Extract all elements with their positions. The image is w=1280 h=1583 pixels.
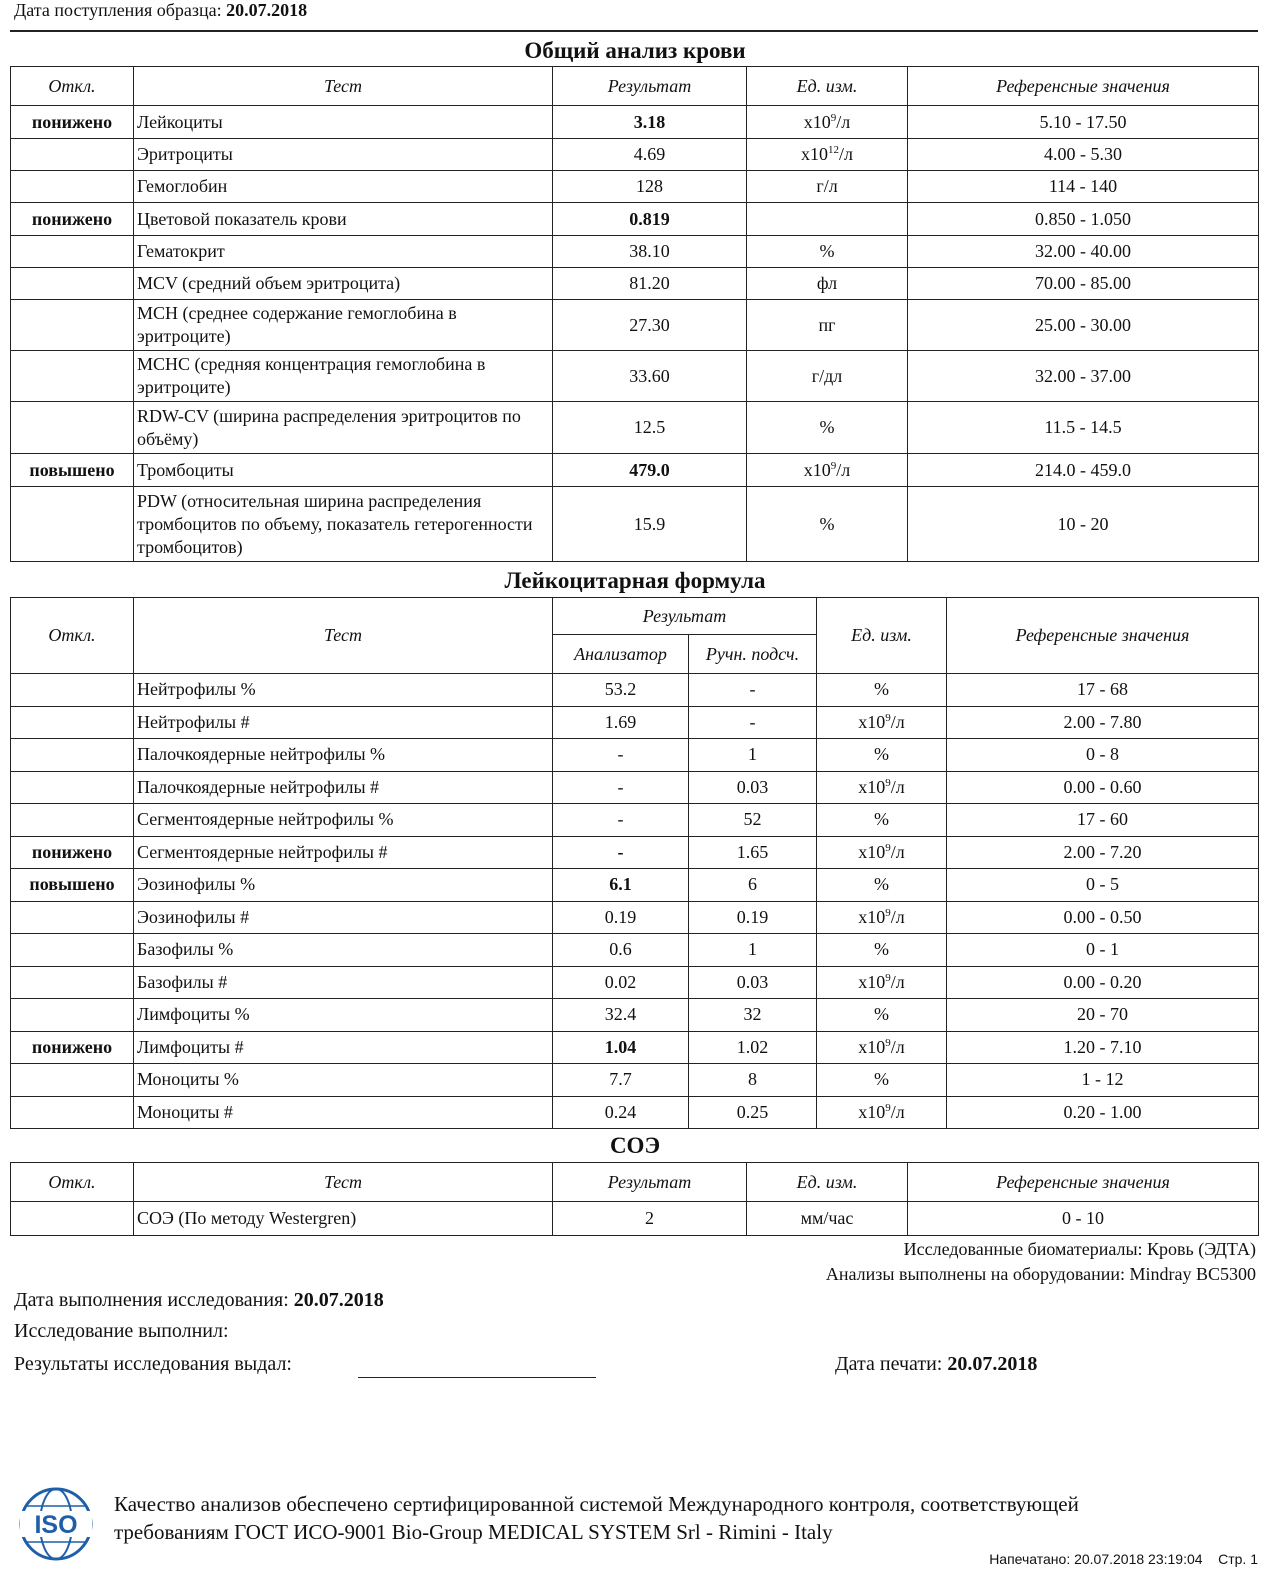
- table-row: [11, 706, 1259, 739]
- unit-base: %: [819, 417, 835, 437]
- col-flag: Откл.: [11, 598, 134, 674]
- unit-exponent: 9: [885, 841, 891, 854]
- unit-exponent: 9: [830, 111, 837, 124]
- unit-base: х10: [803, 459, 831, 480]
- performed-date-line: [14, 1289, 384, 1312]
- unit-base: %: [874, 809, 889, 830]
- test-name: PDW (относительная ширина распределения тромбоцитов по объему, показатель гетерогенности тромбоцитов): [134, 487, 553, 562]
- col-flag: Откл.: [11, 1163, 134, 1202]
- deviation-flag: [11, 236, 134, 268]
- table-row: [11, 739, 1259, 772]
- unit-cell: [817, 771, 947, 804]
- print-date-label: Дата печати:: [835, 1353, 943, 1375]
- test-name: СОЭ (По методу Westergren): [134, 1202, 553, 1236]
- test-name: MCH (среднее содержание гемоглобина в эритроците): [134, 300, 553, 351]
- reference-range: 5.10 - 17.50: [908, 106, 1259, 139]
- unit-cell: [817, 706, 947, 739]
- unit-base: %: [819, 513, 835, 534]
- received-date: 20.07.2018: [226, 0, 308, 20]
- col-manual: Ручн. подсч.: [689, 635, 817, 674]
- table-row: [11, 139, 1259, 171]
- reference-range: 0 - 1: [947, 934, 1259, 967]
- table-row: [11, 454, 1259, 487]
- unit-base: фл: [816, 273, 838, 293]
- diff-header-row: [11, 598, 1259, 635]
- reference-range: 0.850 - 1.050: [908, 203, 1259, 236]
- manual-count-value: 1.02: [689, 1031, 817, 1064]
- unit-exponent: 9: [885, 776, 891, 789]
- unit-cell: [747, 268, 908, 300]
- deviation-flag: повышено: [11, 869, 134, 902]
- reference-range: 0.00 - 0.20: [947, 966, 1259, 999]
- test-name: Гематокрит: [134, 236, 553, 268]
- test-name: Сегментоядерные нейтрофилы %: [134, 804, 553, 837]
- analyzer-value: -: [553, 739, 689, 772]
- unit-base: %: [819, 241, 835, 261]
- unit-cell: [747, 106, 908, 139]
- analyzer-value: 7.7: [553, 1064, 689, 1097]
- col-result: Результат: [553, 1163, 747, 1202]
- reference-range: 114 - 140: [908, 171, 1259, 203]
- col-analyzer: Анализатор: [553, 635, 689, 674]
- manual-count-value: 32: [689, 999, 817, 1032]
- equipment-note: Анализы выполнены на оборудовании: Mindray BC5300: [825, 1264, 1256, 1284]
- test-name: Цветовой показатель крови: [134, 203, 553, 236]
- unit-cell: [817, 901, 947, 934]
- unit-tail: /л: [890, 711, 905, 732]
- unit-base: %: [874, 874, 889, 895]
- col-ref: Референсные значения: [908, 67, 1259, 106]
- unit-base: %: [874, 1069, 889, 1090]
- performed-date: 20.07.2018: [293, 1289, 384, 1311]
- quality-line-2: требованиям ГОСТ ИСО-9001 Bio-Group MEDICAL SYSTEM Srl - Rimini - Italy: [114, 1520, 833, 1544]
- unit-base: г/дл: [811, 365, 843, 386]
- test-name: Лимфоциты %: [134, 999, 553, 1032]
- unit-base: х10: [858, 776, 886, 797]
- col-test: Тест: [134, 598, 553, 674]
- manual-count-value: 0.03: [689, 771, 817, 804]
- col-test: Тест: [134, 1163, 553, 1202]
- test-name: Палочкоядерные нейтрофилы %: [134, 739, 553, 772]
- manual-count-value: 1.65: [689, 836, 817, 869]
- esr-header-row: [11, 1163, 1259, 1202]
- deviation-flag: [11, 268, 134, 300]
- table-row: [11, 804, 1259, 837]
- table-row: [11, 999, 1259, 1032]
- diff-title: Лейкоцитарная формула: [504, 568, 766, 593]
- manual-count-value: 8: [689, 1064, 817, 1097]
- result-value: 3.18: [553, 106, 747, 139]
- test-name: Сегментоядерные нейтрофилы #: [134, 836, 553, 869]
- table-row: [11, 203, 1259, 236]
- unit-cell: [747, 351, 908, 402]
- manual-count-value: 1: [689, 739, 817, 772]
- signature-line: [358, 1361, 596, 1378]
- result-value: 27.30: [553, 300, 747, 351]
- cbc-header-row: [11, 67, 1259, 106]
- analyzer-value: 0.6: [553, 934, 689, 967]
- test-name: Гемоглобин: [134, 171, 553, 203]
- unit-base: %: [874, 1004, 889, 1025]
- table-row: [11, 487, 1259, 562]
- unit-cell: [817, 1096, 947, 1129]
- test-name: Эозинофилы %: [134, 869, 553, 902]
- deviation-flag: понижено: [11, 836, 134, 869]
- deviation-flag: [11, 351, 134, 402]
- reference-range: 11.5 - 14.5: [908, 402, 1259, 454]
- table-row: [11, 236, 1259, 268]
- unit-exponent: 9: [830, 459, 837, 472]
- unit-exponent: 9: [885, 711, 891, 724]
- col-unit: Ед. изм.: [817, 598, 947, 674]
- manual-count-value: -: [689, 706, 817, 739]
- col-unit: Ед. изм.: [747, 67, 908, 106]
- result-value: 81.20: [553, 268, 747, 300]
- unit-tail: /л: [836, 459, 851, 480]
- analyzer-value: 32.4: [553, 999, 689, 1032]
- unit-cell: [817, 739, 947, 772]
- analyzer-value: 0.24: [553, 1096, 689, 1129]
- col-flag: Откл.: [11, 67, 134, 106]
- table-row: [11, 402, 1259, 454]
- quality-line-1: Качество анализов обеспечено сертифицированной системой Международного контроля, соответствующей: [114, 1492, 1079, 1516]
- performed-by-label: Исследование выполнил:: [14, 1320, 229, 1342]
- unit-tail: /л: [890, 906, 905, 927]
- print-date-line: [835, 1353, 1037, 1376]
- reference-range: 10 - 20: [908, 487, 1259, 562]
- analyzer-value: 6.1: [553, 869, 689, 902]
- deviation-flag: [11, 934, 134, 967]
- test-name: Палочкоядерные нейтрофилы #: [134, 771, 553, 804]
- unit-base: %: [874, 939, 889, 960]
- unit-tail: /л: [890, 776, 905, 797]
- esr-table: [10, 1162, 1259, 1236]
- table-row: [11, 966, 1259, 999]
- deviation-flag: [11, 771, 134, 804]
- test-name: Моноциты #: [134, 1096, 553, 1129]
- reference-range: 0.20 - 1.00: [947, 1096, 1259, 1129]
- analyzer-value: -: [553, 804, 689, 837]
- issued-by-label: Результаты исследования выдал:: [14, 1353, 292, 1375]
- col-ref: Референсные значения: [947, 598, 1259, 674]
- deviation-flag: [11, 1064, 134, 1097]
- unit-base: х10: [803, 111, 831, 132]
- unit-base: %: [874, 679, 889, 700]
- test-name: Нейтрофилы #: [134, 706, 553, 739]
- unit-cell: [817, 674, 947, 707]
- deviation-flag: понижено: [11, 1031, 134, 1064]
- test-name: Базофилы #: [134, 966, 553, 999]
- col-ref: Референсные значения: [908, 1163, 1259, 1202]
- reference-range: 32.00 - 37.00: [908, 351, 1259, 402]
- reference-range: 214.0 - 459.0: [908, 454, 1259, 487]
- reference-range: 70.00 - 85.00: [908, 268, 1259, 300]
- unit-tail: /л: [890, 841, 905, 862]
- biomaterials-note: Исследованные биоматериалы: Кровь (ЭДТА): [903, 1239, 1256, 1259]
- unit-cell: [747, 236, 908, 268]
- unit-cell: [747, 1202, 908, 1236]
- col-unit: Ед. изм.: [747, 1163, 908, 1202]
- test-name: Нейтрофилы %: [134, 674, 553, 707]
- table-row: [11, 869, 1259, 902]
- deviation-flag: [11, 966, 134, 999]
- print-date: 20.07.2018: [947, 1353, 1038, 1375]
- unit-cell: [817, 934, 947, 967]
- test-name: Лейкоциты: [134, 106, 553, 139]
- reference-range: 2.00 - 7.20: [947, 836, 1259, 869]
- table-row: [11, 171, 1259, 203]
- unit-base: %: [874, 744, 889, 765]
- unit-cell: [817, 1064, 947, 1097]
- table-row: [11, 1096, 1259, 1129]
- table-row: [11, 268, 1259, 300]
- unit-cell: [817, 836, 947, 869]
- unit-cell: [817, 869, 947, 902]
- result-value: 38.10: [553, 236, 747, 268]
- unit-exponent: 9: [885, 971, 891, 984]
- deviation-flag: [11, 999, 134, 1032]
- analyzer-value: 0.02: [553, 966, 689, 999]
- reference-range: 17 - 60: [947, 804, 1259, 837]
- header-divider: [10, 30, 1258, 32]
- reference-range: 0 - 10: [908, 1202, 1259, 1236]
- col-result: Результат: [553, 67, 747, 106]
- unit-base: пг: [818, 314, 836, 335]
- unit-tail: /л: [836, 111, 851, 132]
- col-test: Тест: [134, 67, 553, 106]
- test-name: Лимфоциты #: [134, 1031, 553, 1064]
- deviation-flag: [11, 1096, 134, 1129]
- test-name: Тромбоциты: [134, 454, 553, 487]
- result-value: 15.9: [553, 487, 747, 562]
- unit-base: х10: [801, 144, 828, 164]
- esr-title: СОЭ: [609, 1133, 661, 1158]
- cbc-table: [10, 66, 1259, 562]
- deviation-flag: понижено: [11, 106, 134, 139]
- result-value: 479.0: [553, 454, 747, 487]
- page-number: Стр. 1: [1218, 1551, 1258, 1567]
- unit-exponent: 9: [885, 1036, 891, 1049]
- test-name: MCV (средний объем эритроцита): [134, 268, 553, 300]
- manual-count-value: 6: [689, 869, 817, 902]
- unit-base: х10: [858, 841, 886, 862]
- unit-cell: [817, 966, 947, 999]
- table-row: [11, 1031, 1259, 1064]
- deviation-flag: [11, 1202, 134, 1236]
- deviation-flag: [11, 487, 134, 562]
- manual-count-value: 52: [689, 804, 817, 837]
- iso-logo-icon: [18, 1486, 94, 1562]
- table-row: [11, 771, 1259, 804]
- deviation-flag: понижено: [11, 203, 134, 236]
- table-row: [11, 106, 1259, 139]
- result-value: 2: [553, 1202, 747, 1236]
- deviation-flag: [11, 739, 134, 772]
- analyzer-value: 1.69: [553, 706, 689, 739]
- manual-count-value: 0.03: [689, 966, 817, 999]
- deviation-flag: [11, 139, 134, 171]
- received-label: Дата поступления образца:: [14, 0, 222, 20]
- iso-logo-text: ISO: [34, 1511, 78, 1539]
- unit-cell: [747, 139, 908, 171]
- reference-range: 17 - 68: [947, 674, 1259, 707]
- reference-range: 32.00 - 40.00: [908, 236, 1259, 268]
- table-row: [11, 836, 1259, 869]
- result-value: 4.69: [553, 139, 747, 171]
- unit-cell: [747, 300, 908, 351]
- deviation-flag: [11, 171, 134, 203]
- unit-base: мм/час: [800, 1208, 854, 1228]
- unit-tail: /л: [890, 1036, 905, 1057]
- table-row: [11, 1202, 1259, 1236]
- unit-cell: [747, 171, 908, 203]
- unit-tail: /л: [890, 971, 905, 992]
- unit-base: х10: [858, 711, 886, 732]
- test-name: Базофилы %: [134, 934, 553, 967]
- cbc-title: Общий анализ крови: [524, 38, 746, 63]
- test-name: Эозинофилы #: [134, 901, 553, 934]
- result-value: 128: [553, 171, 747, 203]
- reference-range: 0.00 - 0.50: [947, 901, 1259, 934]
- deviation-flag: [11, 674, 134, 707]
- unit-cell: [817, 1031, 947, 1064]
- table-row: [11, 1064, 1259, 1097]
- unit-exponent: 12: [828, 144, 839, 156]
- table-row: [11, 300, 1259, 351]
- reference-range: 4.00 - 5.30: [908, 139, 1259, 171]
- unit-exponent: 9: [885, 1101, 891, 1114]
- test-name: MCHC (средняя концентрация гемоглобина в эритроците): [134, 351, 553, 402]
- manual-count-value: 0.19: [689, 901, 817, 934]
- analyzer-value: 0.19: [553, 901, 689, 934]
- unit-cell: [817, 804, 947, 837]
- analyzer-value: -: [553, 836, 689, 869]
- analyzer-value: 53.2: [553, 674, 689, 707]
- sample-received-line: [14, 0, 307, 21]
- table-row: [11, 934, 1259, 967]
- result-value: 12.5: [553, 402, 747, 454]
- table-row: [11, 674, 1259, 707]
- manual-count-value: -: [689, 674, 817, 707]
- unit-base: г/л: [816, 176, 838, 196]
- reference-range: 1.20 - 7.10: [947, 1031, 1259, 1064]
- analyzer-value: -: [553, 771, 689, 804]
- printed-at: Напечатано: 20.07.2018 23:19:04: [989, 1551, 1203, 1567]
- unit-base: х10: [858, 1101, 886, 1122]
- unit-base: х10: [858, 1036, 886, 1057]
- unit-cell: [747, 454, 908, 487]
- unit-tail: /л: [890, 1101, 905, 1122]
- unit-cell: [817, 999, 947, 1032]
- table-row: [11, 351, 1259, 402]
- table-row: [11, 901, 1259, 934]
- deviation-flag: повышено: [11, 454, 134, 487]
- unit-exponent: 9: [885, 906, 891, 919]
- manual-count-value: 0.25: [689, 1096, 817, 1129]
- reference-range: 0 - 8: [947, 739, 1259, 772]
- performed-date-label: Дата выполнения исследования:: [14, 1289, 289, 1311]
- deviation-flag: [11, 804, 134, 837]
- reference-range: 1 - 12: [947, 1064, 1259, 1097]
- unit-base: х10: [858, 971, 886, 992]
- deviation-flag: [11, 300, 134, 351]
- result-value: 33.60: [553, 351, 747, 402]
- reference-range: 25.00 - 30.00: [908, 300, 1259, 351]
- result-value: 0.819: [553, 203, 747, 236]
- unit-cell: [747, 203, 908, 236]
- quality-statement: [114, 1490, 1079, 1546]
- test-name: Моноциты %: [134, 1064, 553, 1097]
- deviation-flag: [11, 901, 134, 934]
- diff-table: [10, 597, 1259, 1129]
- reference-range: 0 - 5: [947, 869, 1259, 902]
- unit-cell: [747, 402, 908, 454]
- test-name: Эритроциты: [134, 139, 553, 171]
- unit-base: х10: [858, 906, 886, 927]
- reference-range: 0.00 - 0.60: [947, 771, 1259, 804]
- test-name: RDW-CV (ширина распределения эритроцитов по объёму): [134, 402, 553, 454]
- reference-range: 2.00 - 7.80: [947, 706, 1259, 739]
- manual-count-value: 1: [689, 934, 817, 967]
- printed-line: [989, 1551, 1258, 1567]
- analyzer-value: 1.04: [553, 1031, 689, 1064]
- deviation-flag: [11, 706, 134, 739]
- unit-tail: /л: [839, 144, 853, 164]
- col-result: Результат: [553, 598, 817, 635]
- deviation-flag: [11, 402, 134, 454]
- unit-cell: [747, 487, 908, 562]
- reference-range: 20 - 70: [947, 999, 1259, 1032]
